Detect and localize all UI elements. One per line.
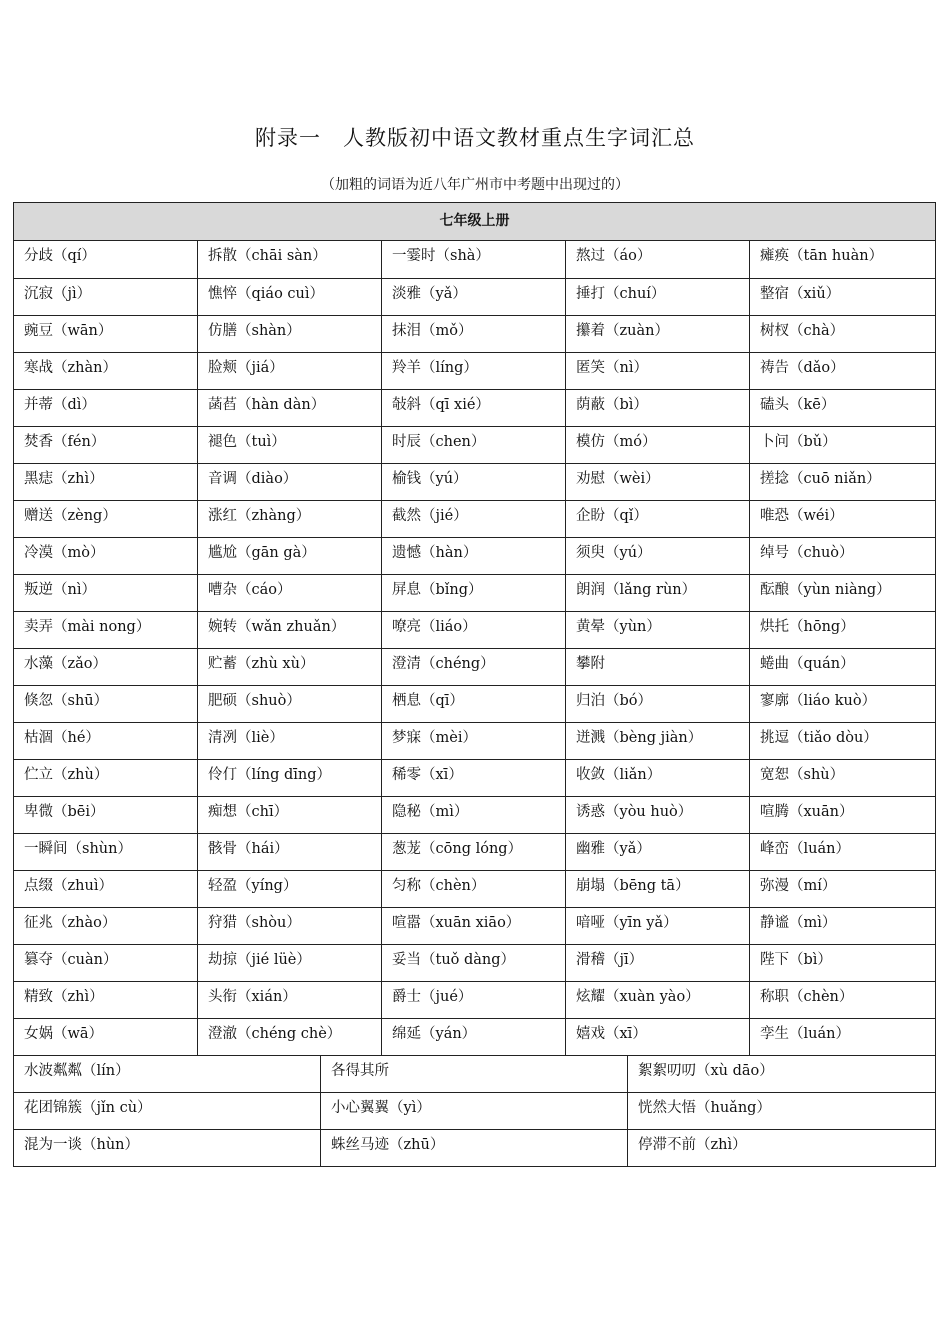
word-cell: 炫耀（xuàn yào） [566,982,750,1019]
word-cell: 匀称（chèn） [382,871,566,908]
word-cell: 涨红（zhàng） [198,501,382,538]
word-cell: 婉转（wǎn zhuǎn） [198,612,382,649]
word-cell: 豌豆（wān） [14,316,198,353]
word-cell: 抹泪（mǒ） [382,316,566,353]
word-cell: 伫立（zhù） [14,760,198,797]
word-cell: 褪色（tuì） [198,427,382,464]
word-cell: 滑稽（jī） [566,945,750,982]
page-title: 附录一 人教版初中语文教材重点生字词汇总 [255,126,695,150]
phrase-grid [14,1056,936,1167]
word-cell: 水藻（zǎo） [14,649,198,686]
word-cell: 贮蓄（zhù xù） [198,649,382,686]
word-cell: 女娲（wā） [14,1019,198,1056]
word-cell: 收敛（liǎn） [566,760,750,797]
phrase-cell: 小心翼翼（yì） [321,1093,628,1130]
word-cell: 仿膳（shàn） [198,316,382,353]
word-cell: 模仿（mó） [566,427,750,464]
word-cell: 弥漫（mí） [750,871,936,908]
word-cell: 卑微（bēi） [14,797,198,834]
word-cell: 精致（zhì） [14,982,198,1019]
word-cell: 瘫痪（tān huàn） [750,241,936,279]
word-cell: 憔悴（qiáo cuì） [198,279,382,316]
word-cell: 喧嚣（xuān xiāo） [382,908,566,945]
word-cell: 喑哑（yīn yǎ） [566,908,750,945]
phrase-cell: 水波粼粼（lín） [14,1056,321,1093]
word-cell: 澄澈（chéng chè） [198,1019,382,1056]
word-cell: 荫蔽（bì） [566,390,750,427]
word-grid [14,241,936,1056]
word-cell: 嬉戏（xī） [566,1019,750,1056]
word-cell: 祷告（dǎo） [750,353,936,390]
word-cell: 叛逆（nì） [14,575,198,612]
word-cell: 挑逗（tiǎo dòu） [750,723,936,760]
word-cell: 朗润（lǎng rùn） [566,575,750,612]
grade-header: 七年级上册 [14,203,936,241]
word-cell: 称职（chèn） [750,982,936,1019]
word-cell: 脸颊（jiá） [198,353,382,390]
word-cell: 酝酿（yùn niàng） [750,575,936,612]
phrase-cell: 花团锦簇（jǐn cù） [14,1093,321,1130]
phrase-cell: 絮絮叨叨（xù dāo） [628,1056,936,1093]
word-cell: 匿笑（nì） [566,353,750,390]
word-cell: 妥当（tuǒ dàng） [382,945,566,982]
phrase-cell: 恍然大悟（huǎng） [628,1093,936,1130]
word-cell: 葱茏（cōng lóng） [382,834,566,871]
word-cell: 伶仃（líng dīng） [198,760,382,797]
word-cell: 企盼（qǐ） [566,501,750,538]
word-cell: 栖息（qī） [382,686,566,723]
word-cell: 榆钱（yú） [382,464,566,501]
word-cell: 轻盈（yíng） [198,871,382,908]
word-cell: 焚香（fén） [14,427,198,464]
word-cell: 冷漠（mò） [14,538,198,575]
word-cell: 树杈（chà） [750,316,936,353]
page-subtitle: （加粗的词语为近八年广州市中考题中出现过的） [321,177,629,193]
word-cell: 菡萏（hàn dàn） [198,390,382,427]
word-cell: 点缀（zhuì） [14,871,198,908]
word-cell: 音调（diào） [198,464,382,501]
word-cell: 狩猎（shòu） [198,908,382,945]
word-cell: 卖弄（mài nong） [14,612,198,649]
word-cell: 赠送（zèng） [14,501,198,538]
word-cell: 崩塌（bēng tā） [566,871,750,908]
word-cell: 一瞬间（shùn） [14,834,198,871]
word-cell: 隐秘（mì） [382,797,566,834]
word-cell: 宽恕（shù） [750,760,936,797]
word-cell: 时辰（chen） [382,427,566,464]
word-cell: 一霎时（shà） [382,241,566,279]
word-cell: 绵延（yán） [382,1019,566,1056]
word-cell: 劫掠（jié lüè） [198,945,382,982]
word-cell: 并蒂（dì） [14,390,198,427]
word-cell: 屏息（bǐng） [382,575,566,612]
word-cell: 卜问（bǔ） [750,427,936,464]
word-cell: 熬过（áo） [566,241,750,279]
word-cell: 绰号（chuò） [750,538,936,575]
word-cell: 遗憾（hàn） [382,538,566,575]
word-cell: 寒战（zhàn） [14,353,198,390]
word-cell: 寥廓（liáo kuò） [750,686,936,723]
word-cell: 须臾（yú） [566,538,750,575]
word-cell: 截然（jié） [382,501,566,538]
word-cell: 幽雅（yǎ） [566,834,750,871]
word-cell: 梦寐（mèi） [382,723,566,760]
word-cell: 嘈杂（cáo） [198,575,382,612]
word-cell: 爵士（jué） [382,982,566,1019]
word-cell: 澄清（chéng） [382,649,566,686]
word-cell: 篡夺（cuàn） [14,945,198,982]
word-cell: 整宿（xiǔ） [750,279,936,316]
word-cell: 倏忽（shū） [14,686,198,723]
word-cell: 嘹亮（liáo） [382,612,566,649]
word-cell: 蜷曲（quán） [750,649,936,686]
word-cell: 尴尬（gān gà） [198,538,382,575]
word-cell: 敧斜（qī xié） [382,390,566,427]
phrase-cell: 蛛丝马迹（zhū） [321,1130,628,1167]
word-cell: 骸骨（hái） [198,834,382,871]
word-cell: 静谧（mì） [750,908,936,945]
word-cell: 羚羊（líng） [382,353,566,390]
word-cell: 迸溅（bèng jiàn） [566,723,750,760]
word-cell: 头衔（xián） [198,982,382,1019]
word-cell: 搓捻（cuō niǎn） [750,464,936,501]
word-cell: 诱惑（yòu huò） [566,797,750,834]
word-cell: 黄晕（yùn） [566,612,750,649]
word-cell: 拆散（chāi sàn） [198,241,382,279]
vocabulary-table [13,202,936,1167]
word-cell: 峰峦（luán） [750,834,936,871]
word-cell: 肥硕（shuò） [198,686,382,723]
word-cell: 归泊（bó） [566,686,750,723]
word-cell: 劝慰（wèi） [566,464,750,501]
phrase-cell: 停滞不前（zhì） [628,1130,936,1167]
word-cell: 磕头（kē） [750,390,936,427]
word-cell: 枯涸（hé） [14,723,198,760]
word-cell: 烘托（hōng） [750,612,936,649]
word-cell: 分歧（qí） [14,241,198,279]
word-cell: 黑痣（zhì） [14,464,198,501]
word-cell: 孪生（luán） [750,1019,936,1056]
word-cell: 淡雅（yǎ） [382,279,566,316]
phrase-cell: 各得其所 [321,1056,628,1093]
word-cell: 攀附 [566,649,750,686]
word-cell: 陛下（bì） [750,945,936,982]
word-cell: 征兆（zhào） [14,908,198,945]
phrase-cell: 混为一谈（hùn） [14,1130,321,1167]
word-cell: 沉寂（jì） [14,279,198,316]
word-cell: 清冽（liè） [198,723,382,760]
word-cell: 痴想（chī） [198,797,382,834]
word-cell: 捶打（chuí） [566,279,750,316]
word-cell: 喧腾（xuān） [750,797,936,834]
word-cell: 攥着（zuàn） [566,316,750,353]
word-cell: 唯恐（wéi） [750,501,936,538]
word-cell: 稀零（xī） [382,760,566,797]
